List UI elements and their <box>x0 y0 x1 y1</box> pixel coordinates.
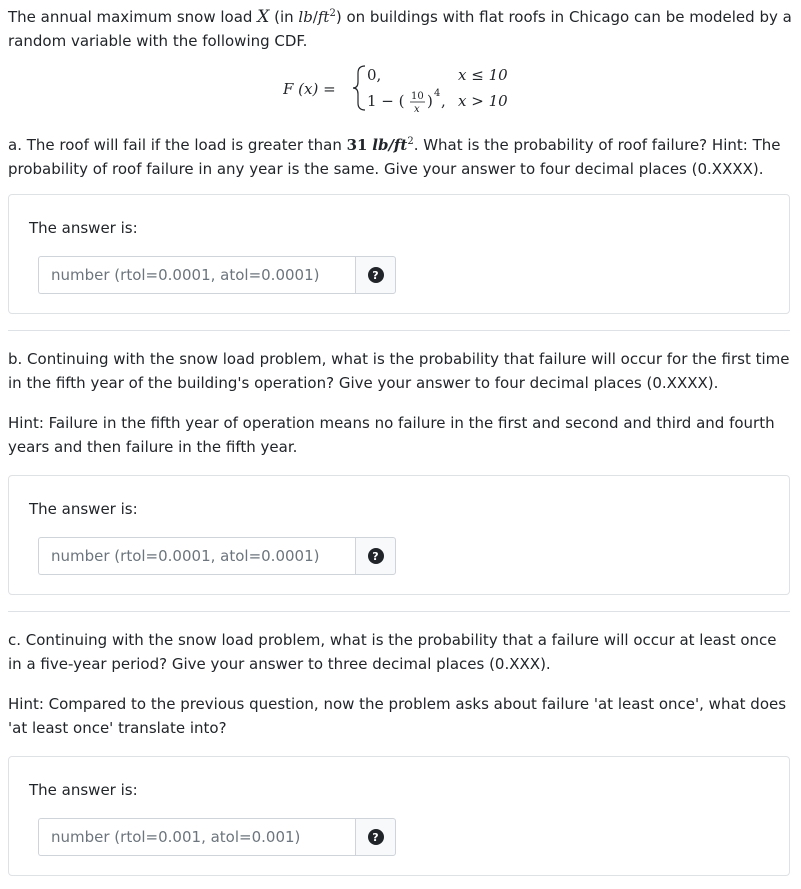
question-icon: ? <box>368 829 384 845</box>
section-divider <box>8 330 790 331</box>
part-c-answer-input[interactable] <box>38 818 355 856</box>
part-b-answer-input[interactable] <box>38 537 355 575</box>
part-a-answer-label: The answer is: <box>29 219 138 237</box>
formula-case1-condition: x ≤ 10 <box>458 66 508 84</box>
part-c-help-button[interactable] <box>355 818 396 856</box>
formula-case2-condition: x > 10 <box>458 92 508 110</box>
formula-case2-value: 1 − ( <box>367 92 405 110</box>
part-b-hint: Hint: Failure in the fifth year of operation means no failure in the first and second and third and fourth years and then failure in the fifth year. <box>8 414 775 456</box>
question-icon: ? <box>368 548 384 564</box>
formula-frac-num: 10 <box>411 91 424 102</box>
question-icon: ? <box>368 267 384 283</box>
part-a-answer-card <box>8 194 790 314</box>
part-b-help-button[interactable] <box>355 537 396 575</box>
formula-brace <box>353 66 365 110</box>
part-b-answer-label: The answer is: <box>29 500 138 518</box>
part-c-answer-card <box>8 756 790 876</box>
formula-case2-exponent: 4 <box>434 88 441 99</box>
part-b-input-group <box>38 537 396 575</box>
section-divider <box>8 611 790 612</box>
formula-case2-comma: , <box>441 92 446 110</box>
part-a-input-group <box>38 256 396 294</box>
part-c-input-group <box>38 818 396 856</box>
part-b-answer-card <box>8 475 790 595</box>
part-a-answer-input[interactable] <box>38 256 355 294</box>
formula-lhs: F (x) = <box>283 80 336 98</box>
intro-text: The annual maximum snow load X (in $lb/ft^2$) on buildings with flat roofs in Chicago can be modeled by a random variable with the following CDF. <box>8 7 792 50</box>
formula-frac-den: x <box>414 104 420 115</box>
cdf-formula <box>283 60 523 116</box>
part-a-question: a. The roof will fail if the load is greater than 31 $lb/ft^2$. What is the probability of roof failure? Hint: The probability of roof failure in any year is the same. Give your answer to four decimal places (0.XXXX). <box>8 136 781 178</box>
part-a-help-button[interactable] <box>355 256 396 294</box>
part-c-answer-label: The answer is: <box>29 781 138 799</box>
part-c-hint: Hint: Compared to the previous question, now the problem asks about failure 'at least once', what does 'at least once' translate into? <box>8 695 787 737</box>
part-b-question: b. Continuing with the snow load problem, what is the probability that failure will occur for the first time in the fifth year of the building's operation? Give your answer to four decimal places (0.XXXX). <box>8 350 790 392</box>
formula-case2-close: ) <box>427 92 433 110</box>
formula-case1-value: 0, <box>367 66 382 84</box>
part-c-question: c. Continuing with the snow load problem, what is the probability that a failure will occur at least once in a five-year period? Give your answer to three decimal places (0.XXX). <box>8 631 777 673</box>
